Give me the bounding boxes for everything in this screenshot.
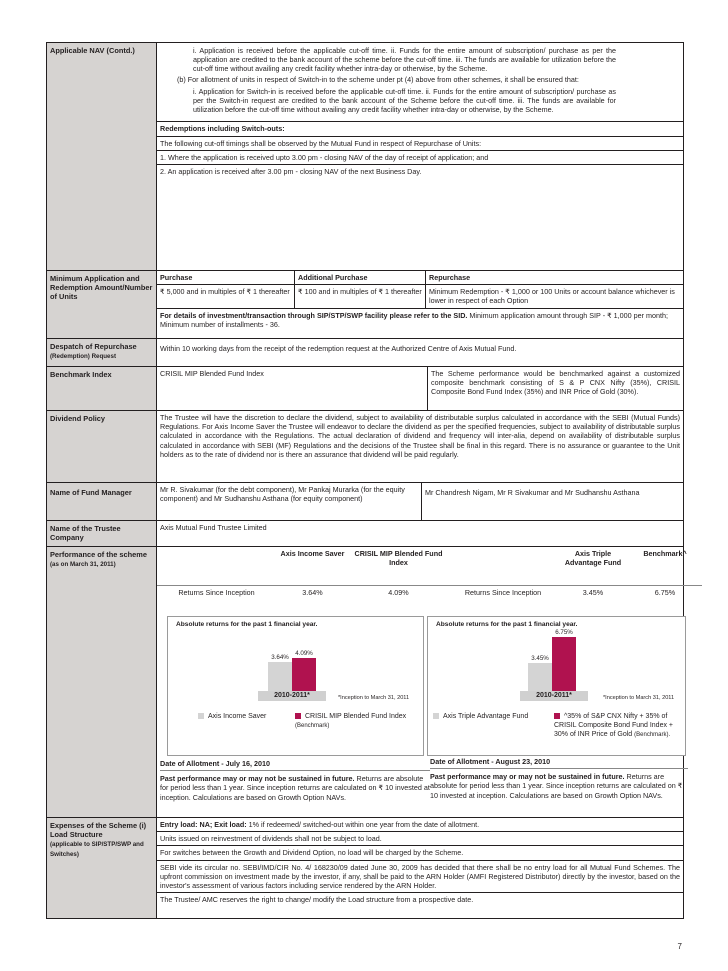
legend2-bench-sub: (Benchmark). bbox=[634, 732, 671, 739]
legend-fund-swatch bbox=[198, 713, 204, 719]
chart-axis-triple-advantage bbox=[427, 616, 686, 756]
sip-note-bold: For details of investment/transaction through SIP/STP/SWP facility please refer to the SID. bbox=[160, 310, 468, 320]
chart1-year-label: 2010-2011* bbox=[258, 691, 326, 701]
chart2-bar-benchmark bbox=[552, 637, 576, 691]
manager-label: Name of Fund Manager bbox=[47, 483, 157, 520]
chart2-year-label: 2010-2011* bbox=[520, 691, 588, 701]
allotment-date-1: Date of Allotment - July 16, 2010 bbox=[160, 759, 430, 771]
chart2-data-label-fund: 3.45% bbox=[531, 655, 549, 662]
despatch-text: Within 10 working days from the receipt of the redemption request at the Authorized Centre of Axis Mutual Fund. bbox=[160, 344, 517, 353]
return-crisil-mip: 4.09% bbox=[388, 588, 409, 597]
chart2-footnote: *Inception to March 31, 2011 bbox=[603, 695, 675, 701]
trustee-label: Name of the Trustee Company bbox=[47, 521, 157, 546]
head-axis-income-saver: Axis Income Saver bbox=[280, 549, 345, 558]
despatch-row bbox=[47, 338, 683, 366]
despatch-label: Despatch of Repurchase bbox=[50, 342, 137, 351]
dividend-label: Dividend Policy bbox=[47, 411, 157, 482]
redemption-title: Redemptions including Switch-outs: bbox=[160, 124, 285, 134]
reinvestment-note: Units issued on reinvestment of dividends shall not be subject to load. bbox=[157, 831, 683, 845]
trustee-text: Axis Mutual Fund Trustee Limited bbox=[160, 523, 267, 532]
page-number: 7 bbox=[677, 942, 682, 951]
purchase-header: Purchase bbox=[160, 273, 193, 282]
past-perf-1-bold: Past performance may or may not be sustained in future. bbox=[160, 774, 355, 784]
performance-label: Performance of the scheme bbox=[50, 550, 147, 559]
chart1-footnote: *Inception to March 31, 2011 bbox=[338, 695, 410, 701]
entry-exit-load-bold: Entry load: NA; Exit load: bbox=[160, 820, 247, 829]
additional-purchase-value: ₹ 100 and in multiples of ₹ 1 thereafter bbox=[294, 285, 425, 307]
past-perf-1-text: Returns are absolute for period less than 1 year. Since inception returns are calculated on ₹ 10 invested at inception. Calculations are based on Growth Option NAVs. bbox=[160, 774, 430, 802]
returns-label-1: Returns Since Inception bbox=[178, 588, 255, 597]
redemption-item-2: 2. An application is received after 3.00 pm - closing NAV of the next Business Day. bbox=[157, 164, 683, 178]
info-table bbox=[46, 42, 687, 919]
head-axis-triple: Axis Triple Advantage Fund bbox=[564, 549, 622, 568]
min-app-label: Minimum Application and Redemption Amount/Number of Units bbox=[47, 271, 157, 338]
performance-label-sub: (as on March 31, 2011) bbox=[50, 561, 116, 568]
head-benchmark: Benchmark^ bbox=[643, 549, 687, 558]
nav-b-text: i. Application for Switch-in is received before the applicable cut-off time. ii. Funds for the entire amount of subscription/ purchase as per the Switch-in request are credited to the bank account of the Scheme before the cut-off time. iii. The funds are available for utilization before the cut-off time without availing any credit facility whether intra-day or otherwise, by the Scheme. bbox=[193, 86, 616, 115]
benchmark-left: CRISIL MIP Blended Fund Index bbox=[160, 369, 264, 378]
manager-left: Mr R. Sivakumar (for the debt component), Mr Pankaj Murarka (for the equity component) and Mr Sudhanshu Asthana (for equity component) bbox=[160, 485, 405, 504]
purchase-value: ₹ 5,000 and in multiples of ₹ 1 thereafter bbox=[160, 287, 290, 297]
nav-a-text: i. Application is received before the applicable cut-off time. ii. Funds for the entire amount of subscription/ purchase as per the application are credited to the bank account of the scheme before the cut-off time. iii. The funds are available for utilization before the cut-off time without availing any credit facility whether intra-day or otherwise, by the Scheme. bbox=[193, 46, 616, 74]
expenses-label-sub: (applicable to SIP/STP/SWP and Switches) bbox=[50, 841, 144, 858]
nav-b-intro: (b) For allotment of units in respect of Switch-in to the scheme under pt (4) above from other schemes, it shall be ensured that: bbox=[177, 74, 579, 84]
min-app-row bbox=[47, 270, 683, 338]
expenses-label: Expenses of the Scheme (i) Load Structure bbox=[50, 821, 147, 839]
returns-label-2: Returns Since Inception bbox=[464, 588, 542, 597]
switch-note: For switches between the Growth and Dividend Option, no load will be charged by the Scheme. bbox=[157, 845, 683, 859]
sip-note-text: Minimum application amount through SIP - ₹ 1,000 per month; Minimum number of installments - 36. bbox=[160, 310, 669, 329]
benchmark-row bbox=[47, 366, 683, 410]
repurchase-value: Minimum Redemption - ₹ 1,000 or 100 Units or account balance whichever is lower in respect of each Option bbox=[425, 285, 683, 307]
legend2-bench: ^35% of S&P CNX Nifty + 35% of CRISIL Composite Bond Fund Index + 30% of INR Price of Gold bbox=[554, 713, 673, 739]
benchmark-right: The Scheme performance would be benchmarked against a customized composite benchmark consisting of S & P CNX Nifty (35%), CRISIL Composite Bond Fund Index (35%) and INR Price of Gold (30%). bbox=[427, 367, 683, 410]
legend2-fund: Axis Triple Advantage Fund bbox=[443, 713, 529, 720]
chart1-title: Absolute returns for the past 1 financial year. bbox=[176, 621, 318, 628]
additional-purchase-header: Additional Purchase bbox=[294, 271, 425, 284]
chart1-bar-benchmark bbox=[292, 658, 316, 691]
chart1-data-label-benchmark: 4.09% bbox=[295, 650, 313, 657]
sebi-circular-note: SEBI vide its circular no. SEBI/IMD/CIR No. 4/ 168230/09 dated June 30, 2009 has decided that there shall be no entry load for all Mutual Fund Schemes. The upfront commission on investment made by the investor, if any, shall be paid to the ARN Holder (AMFI Registered Distributor) directly by the investor, based on the investor's assessment of various factors including service rendered by the ARN Holder. bbox=[157, 860, 683, 893]
chart1-bar-fund bbox=[268, 662, 292, 691]
head-crisil-mip: CRISIL MIP Blended Fund Index bbox=[354, 549, 443, 568]
return-axis-triple: 3.45% bbox=[582, 588, 604, 597]
allotment-date-2: Date of Allotment - August 23, 2010 bbox=[430, 757, 688, 769]
legend-bench-swatch bbox=[295, 713, 301, 719]
legend1-fund: Axis Income Saver bbox=[208, 713, 267, 720]
exit-load-text: 1% if redeemed/ switched-out within one year from the date of allotment. bbox=[246, 820, 480, 829]
manager-right: Mr Chandresh Nigam, Mr R Sivakumar and Mr Sudhanshu Asthana bbox=[421, 483, 683, 520]
chart-axis-income-saver bbox=[167, 616, 424, 756]
legend1-bench: CRISIL MIP Blended Fund Index bbox=[305, 713, 407, 720]
manager-row bbox=[47, 482, 683, 520]
repurchase-header: Repurchase bbox=[425, 271, 683, 284]
dividend-row bbox=[47, 410, 683, 482]
redemption-intro: The following cut-off timings shall be observed by the Mutual Fund in respect of Repurchase of Units: bbox=[157, 136, 683, 150]
chart2-bar-fund bbox=[528, 663, 552, 691]
past-perf-2-bold: Past performance may or may not be sustained in future. bbox=[430, 772, 625, 782]
dividend-text: The Trustee will have the discretion to declare the dividend, subject to availability of distributable surplus calculated in accordance with the SEBI (Mutual Funds) Regulations. For Axis Income Saver the Trustee will endeavor to declare the dividend as per the specified frequencies, subject to availability of distributable surplus calculated in accordance with the Regulations. The actual declaration of dividend and frequency will inter-alia, depend on availability of distributable surplus calculated in accordance with SEBI (MF) Regulations and the decisions of the Trustee shall be final in this regard. There is no assurance or guarantee to the Unit holders as to the rate of dividend nor is there an assurance that dividend will be paid regularly. bbox=[160, 413, 680, 459]
return-benchmark: 6.75% bbox=[654, 588, 676, 597]
legend2-bench-swatch bbox=[554, 713, 560, 719]
legend1-bench-sub: (Benchmark) bbox=[295, 723, 330, 730]
despatch-label-sub: (Redemption) Request bbox=[50, 353, 117, 360]
expenses-row bbox=[47, 817, 683, 918]
chart2-title: Absolute returns for the past 1 financial year. bbox=[436, 621, 578, 628]
nav-label: Applicable NAV (Contd.) bbox=[47, 43, 157, 270]
return-axis-income-saver: 3.64% bbox=[302, 588, 323, 597]
trustee-row bbox=[47, 520, 683, 546]
past-perf-2-text: Returns are absolute for period less than 1 year. Since inception returns are calculated on ₹ 10 invested at inception. Calculations are based on Growth Option NAVs. bbox=[430, 772, 683, 800]
benchmark-label: Benchmark Index bbox=[47, 367, 157, 410]
performance-row bbox=[47, 546, 687, 817]
nav-row bbox=[47, 43, 683, 270]
legend2-fund-swatch bbox=[433, 713, 439, 719]
chart2-data-label-benchmark: 6.75% bbox=[555, 629, 573, 636]
performance-content bbox=[157, 547, 702, 817]
chart1-data-label-fund: 3.64% bbox=[271, 654, 289, 661]
trustee-load-note: The Trustee/ AMC reserves the right to change/ modify the Load structure from a prospective date. bbox=[157, 892, 683, 906]
redemption-item-1: 1. Where the application is received upto 3.00 pm - closing NAV of the day of receipt of application; and bbox=[157, 150, 683, 164]
